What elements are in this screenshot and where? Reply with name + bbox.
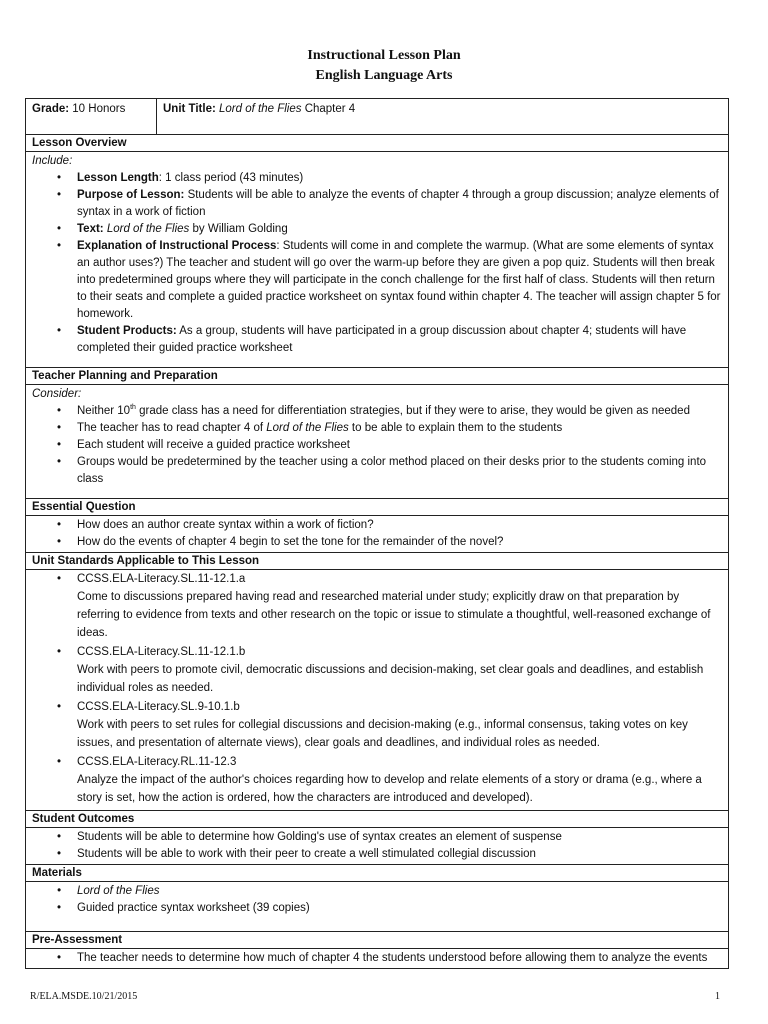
standard-description: Work with peers to set rules for collegial discussions and decision-making (e.g., informal consensus, taking votes on key issues, and presentation of alternate views), clear goals and deadlines, and individual roles as needed. [77,719,688,749]
lesson-plan-table [25,98,729,969]
pre-assessment-heading: Pre-Assessment [26,932,729,949]
list-item [77,699,722,752]
list-item: • The teacher has to read chapter 4 of Lord of the Flies to be able to explain them to the students [77,420,722,437]
list-item: • Guided practice syntax worksheet (39 copies) [77,900,722,917]
materials-heading: Materials [26,865,729,882]
page-number: 1 [715,991,720,1002]
page-footer [30,991,720,1002]
unit-title-label: Unit Title: [163,103,216,115]
list-item: • How do the events of chapter 4 begin to set the tone for the remainder of the novel? [77,534,722,551]
planning-intro: Consider: [32,388,82,400]
essential-question-heading: Essential Question [26,499,729,516]
list-item: • Purpose of Lesson: Students will be able to analyze the events of chapter 4 through a group discussion; analyze elements of syntax in a work of fiction [77,187,722,221]
grade-label: Grade: [32,103,70,115]
standard-description: Come to discussions prepared having read and researched material under study; explicitly draw on that preparation by referring to evidence from texts and other research on the topic or issue to stimulate a thoughtful, well-reasoned exchange of ideas. [77,591,711,639]
planning-list [32,403,722,488]
list-item [77,571,722,642]
list-item: • The teacher needs to determine how much of chapter 4 the students understood before allowing them to analyze the events [77,950,722,967]
unit-title-cell [157,99,729,135]
list-item: • Explanation of Instructional Process: Students will come in and complete the warmup. (What are some elements of syntax an author uses?) The teacher and student will go over the warm-up before they are given a pop quiz. Students will then break into predetermined groups where they will participate in the conch challenge for the first half of class. Students will then return to their seats and complete a guided practice worksheet on syntax found within chapter 4. The teacher will assign chapter 5 for homework. [77,238,722,323]
teacher-planning-heading: Teacher Planning and Preparation [26,368,729,385]
unit-title-rest: Chapter 4 [304,103,356,115]
list-item: • Neither 10th grade class has a need for differentiation strategies, but if they were to arise, they would be given as needed [77,403,722,420]
footer-document-code: R/ELA.MSDE.10/21/2015 [30,991,138,1002]
list-item: • Students will be able to determine how Golding's use of syntax creates an element of suspense [77,829,722,846]
overview-list [32,170,722,357]
standard-description: Work with peers to promote civil, democratic discussions and decision-making, set clear goals and deadlines, and establish individual roles as needed. [77,664,704,694]
outcomes-list [32,829,722,863]
list-item: • Students will be able to work with their peer to create a well stimulated collegial discussion [77,846,722,863]
preassessment-list [32,950,722,967]
unit-standards-content [26,570,729,811]
lesson-overview-heading: Lesson Overview [26,135,729,152]
essential-question-content [26,516,729,553]
grade-unit-row [26,99,729,135]
overview-intro: Include: [32,155,73,167]
standards-list [32,571,722,807]
list-item: • Lesson Length: 1 class period (43 minutes) [77,170,722,187]
list-item: • Each student will receive a guided practice worksheet [77,437,722,454]
title-line-2: English Language Arts [315,68,453,83]
unit-standards-heading: Unit Standards Applicable to This Lesson [26,553,729,570]
student-outcomes-heading: Student Outcomes [26,811,729,828]
unit-title-book: Lord of the Flies [219,103,302,115]
materials-list [32,883,722,917]
teacher-planning-content [26,385,729,499]
list-item: • Text: Lord of the Flies by William Golding [77,221,722,238]
list-item: • Groups would be predetermined by the teacher using a color method placed on their desks prior to the students coming into class [77,454,722,488]
grade-value: 10 Honors [72,103,126,115]
list-item: • Lord of the Flies [77,883,722,900]
grade-cell [26,99,157,135]
essential-list [32,517,722,551]
standard-code: CCSS.ELA-Literacy.RL.11-12.3 [77,756,237,768]
list-item: • Student Products: As a group, students will have participated in a group discussion about chapter 4; students will have completed their guided practice worksheet [77,323,722,357]
document-title [0,46,768,86]
materials-content [26,882,729,932]
list-item [77,754,722,807]
title-line-1: Instructional Lesson Plan [307,48,461,63]
standard-code: CCSS.ELA-Literacy.SL.11-12.1.a [77,573,246,585]
student-outcomes-content [26,828,729,865]
standard-description: Analyze the impact of the author's choices regarding how to develop and relate elements of a story or drama (e.g., where a story is set, how the action is ordered, how the characters are introduced and developed). [77,774,702,804]
pre-assessment-content [26,949,729,969]
standard-code: CCSS.ELA-Literacy.SL.9-10.1.b [77,701,240,713]
list-item [77,644,722,697]
lesson-overview-content [26,152,729,368]
standard-code: CCSS.ELA-Literacy.SL.11-12.1.b [77,646,246,658]
list-item: • How does an author create syntax within a work of fiction? [77,517,722,534]
